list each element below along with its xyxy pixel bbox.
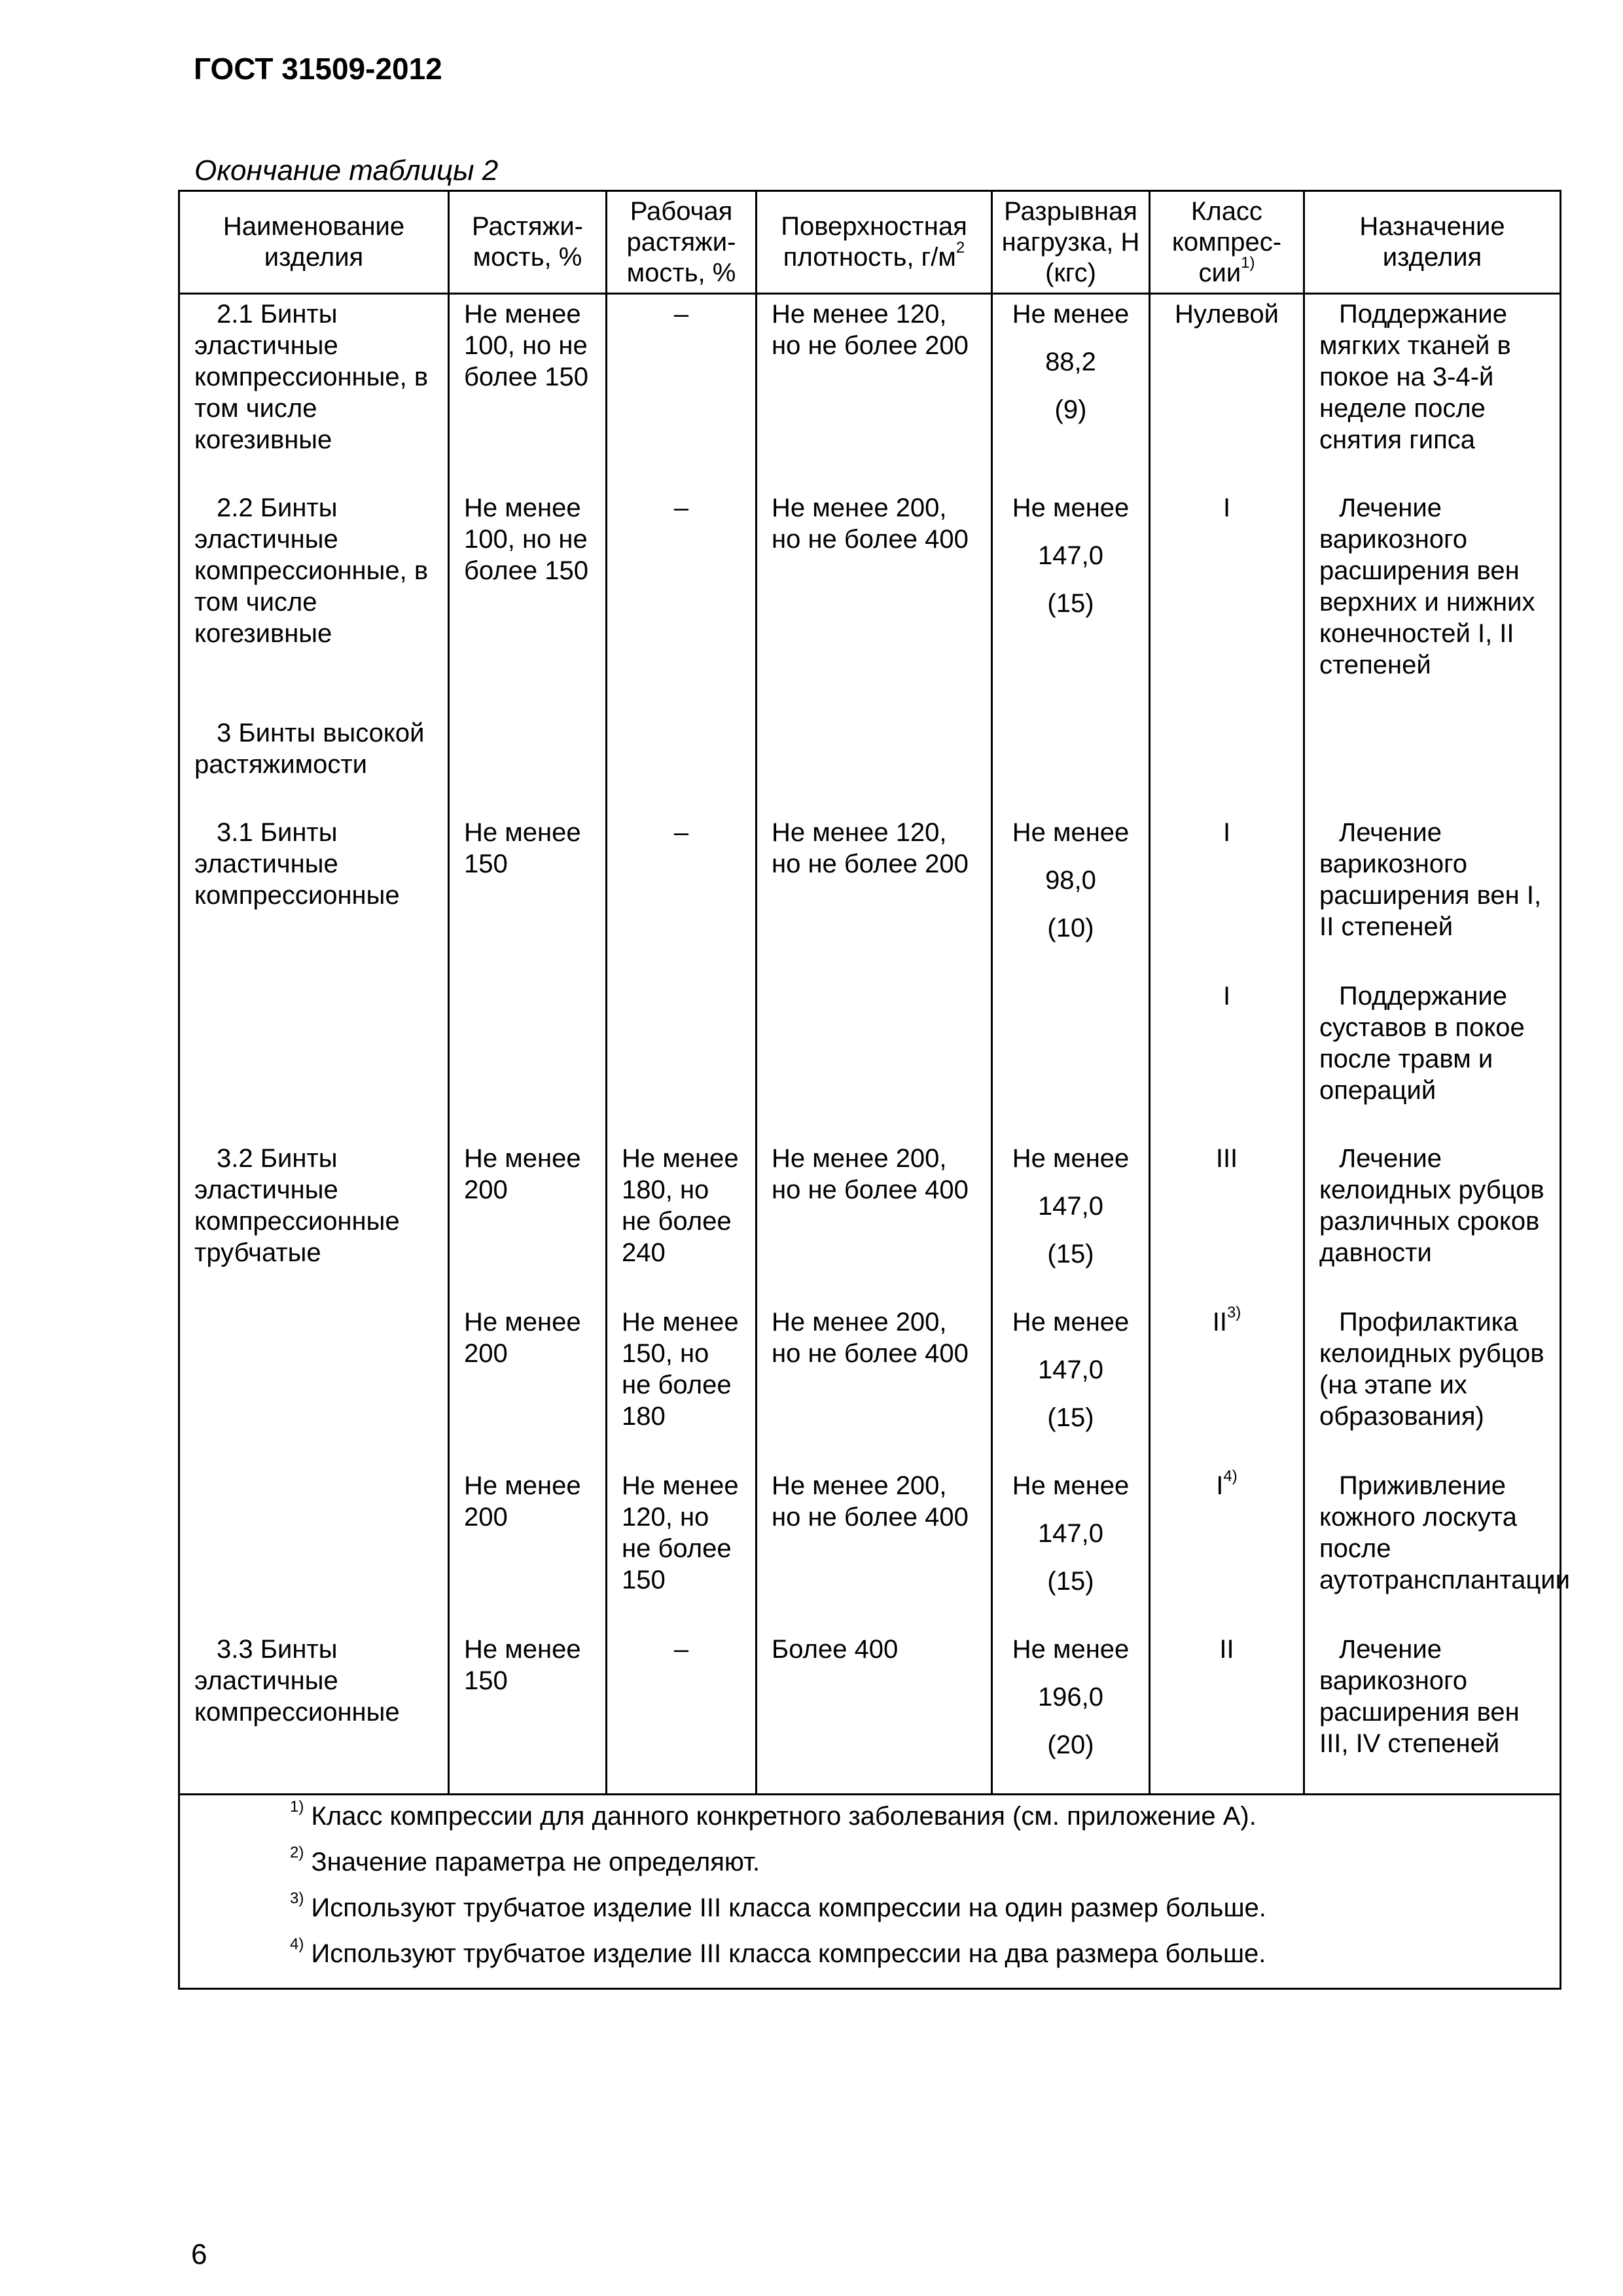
col-header-class: Класс компрес-сии$^{1)}$: [1150, 191, 1304, 294]
load-newtons: 88,2: [1045, 348, 1096, 376]
cell-density: Не менее 120, но не более 200: [757, 294, 992, 489]
cell-load: [992, 488, 1150, 713]
cell-load: [992, 977, 1150, 1139]
cell-load: [992, 713, 1150, 813]
table-row: [179, 977, 1561, 1139]
table-row: [179, 1630, 1561, 1795]
table-footnotes: [179, 1795, 1561, 1989]
load-kgf: (20): [1047, 1731, 1094, 1759]
cell-name: [179, 1302, 449, 1466]
cell-stretch: [449, 977, 607, 1139]
cell-density: [757, 977, 992, 1139]
load-label: Не менее: [1012, 818, 1130, 847]
footnote: $^{1)}$ Класс компрессии для данного конкретного заболевания (см. приложение А).: [290, 1797, 1257, 1831]
bandage-spec-table: [178, 190, 1570, 1990]
cell-class: I: [1150, 813, 1304, 977]
cell-work-stretch: –: [607, 488, 757, 713]
cell-load: [992, 813, 1150, 977]
load-kgf: (15): [1047, 1567, 1094, 1596]
cell-density: Более 400: [757, 1630, 992, 1795]
load-newtons: 147,0: [1037, 1355, 1104, 1384]
load-newtons: 147,0: [1037, 541, 1104, 570]
cell-purpose: Лечение варикозного расширения вен I, II степеней: [1304, 813, 1561, 977]
table-row: [179, 294, 1561, 489]
col-header-density: Поверхностная плотность, $г/м^2$: [757, 191, 992, 294]
load-label: Не менее: [1012, 1471, 1130, 1500]
cell-density: Не менее 200, но не более 400: [757, 1466, 992, 1630]
load-label: Не менее: [1012, 493, 1130, 522]
load-newtons: 147,0: [1037, 1192, 1104, 1221]
load-label: Не менее: [1012, 1308, 1130, 1336]
cell-density: Не менее 200, но не более 400: [757, 488, 992, 713]
col-header-name: Наименование изделия: [179, 191, 449, 294]
cell-stretch: Не менее 200: [449, 1139, 607, 1302]
table-row: [179, 488, 1561, 713]
cell-class: II: [1150, 1630, 1304, 1795]
cell-name: 3.2 Бинты эластичные компрессионные трубчатые: [179, 1139, 449, 1302]
cell-name: 3.3 Бинты эластичные компрессионные: [179, 1630, 449, 1795]
cell-class: Нулевой: [1150, 294, 1304, 489]
footnote: $^{4)}$ Используют трубчатое изделие III класса компрессии на два размера больше.: [290, 1935, 1266, 1968]
cell-stretch: [449, 713, 607, 813]
load-label: Не менее: [1012, 1144, 1130, 1173]
cell-work-stretch: Не менее 180, но не более 240: [607, 1139, 757, 1302]
cell-purpose: Лечение варикозного расширения вен III, IV степеней: [1304, 1630, 1561, 1795]
cell-name: [179, 977, 449, 1139]
cell-stretch: Не менее 150: [449, 813, 607, 977]
cell-purpose: Поддержание мягких тканей в покое на 3-4-й неделе после снятия гипса: [1304, 294, 1561, 489]
cell-name: 2.1 Бинты эластичные компрессионные, в том числе когезивные: [179, 294, 449, 489]
cell-load: [992, 294, 1150, 489]
table-row: [179, 1466, 1561, 1630]
cell-class: II$^{3)}$: [1150, 1302, 1304, 1466]
document-code: ГОСТ 31509-2012: [194, 52, 442, 86]
footnote: $^{2)}$ Значение параметра не определяют.: [290, 1843, 760, 1876]
cell-density: [757, 713, 992, 813]
cell-purpose: Поддержание суставов в покое после травм и операций: [1304, 977, 1561, 1139]
col-header-work-stretch: Рабочая растяжи-мость, %: [607, 191, 757, 294]
load-newtons: 98,0: [1045, 866, 1096, 895]
cell-name: 3 Бинты высокой растяжимости: [179, 713, 449, 813]
cell-purpose: Приживление кожного лоскута после аутотрансплантации: [1304, 1466, 1561, 1630]
col-header-stretch: Растяжи-мость, %: [449, 191, 607, 294]
cell-stretch: Не менее 150: [449, 1630, 607, 1795]
load-kgf: (9): [1054, 395, 1087, 424]
load-label: Не менее: [1012, 300, 1130, 329]
footnote: $^{3)}$ Используют трубчатое изделие III класса компрессии на один размер больше.: [290, 1889, 1266, 1922]
cell-work-stretch: –: [607, 294, 757, 489]
load-newtons: 196,0: [1037, 1683, 1104, 1712]
load-kgf: (15): [1047, 589, 1094, 618]
table-row: [179, 1302, 1561, 1466]
load-kgf: (10): [1047, 914, 1094, 942]
cell-work-stretch: –: [607, 813, 757, 977]
table-header-row: [179, 191, 1561, 294]
load-label: Не менее: [1012, 1635, 1130, 1664]
page-number: 6: [191, 2238, 207, 2270]
table-row: [179, 1139, 1561, 1302]
cell-name: [179, 1466, 449, 1630]
cell-stretch: Не менее 100, но не более 150: [449, 488, 607, 713]
cell-work-stretch: [607, 977, 757, 1139]
cell-load: [992, 1466, 1150, 1630]
load-kgf: (15): [1047, 1403, 1094, 1432]
cell-work-stretch: [607, 713, 757, 813]
table-row: [179, 713, 1561, 813]
cell-work-stretch: –: [607, 1630, 757, 1795]
cell-density: Не менее 200, но не более 400: [757, 1139, 992, 1302]
cell-purpose: Лечение келоидных рубцов различных сроков давности: [1304, 1139, 1561, 1302]
load-newtons: 147,0: [1037, 1519, 1104, 1548]
cell-class: $I^{4)}$: [1150, 1466, 1304, 1630]
load-kgf: (15): [1047, 1240, 1094, 1268]
cell-purpose: Лечение варикозного расширения вен верхних и нижних конечностей I, II степеней: [1304, 488, 1561, 713]
col-header-load: Разрывная нагрузка, Н (кгс): [992, 191, 1150, 294]
table-row: [179, 813, 1561, 977]
cell-work-stretch: Не менее 120, но не более 150: [607, 1466, 757, 1630]
cell-purpose: [1304, 713, 1561, 813]
cell-stretch: Не менее 200: [449, 1466, 607, 1630]
cell-work-stretch: Не менее 150, но не более 180: [607, 1302, 757, 1466]
cell-stretch: Не менее 100, но не более 150: [449, 294, 607, 489]
cell-stretch: Не менее 200: [449, 1302, 607, 1466]
cell-load: [992, 1302, 1150, 1466]
cell-class: III: [1150, 1139, 1304, 1302]
cell-density: Не менее 120, но не более 200: [757, 813, 992, 977]
col-header-purpose: Назначение изделия: [1304, 191, 1561, 294]
cell-name: 3.1 Бинты эластичные компрессионные: [179, 813, 449, 977]
cell-class: I: [1150, 977, 1304, 1139]
cell-purpose: Профилактика келоидных рубцов (на этапе их образования): [1304, 1302, 1561, 1466]
cell-class: [1150, 713, 1304, 813]
cell-name: 2.2 Бинты эластичные компрессионные, в том числе когезивные: [179, 488, 449, 713]
cell-density: Не менее 200, но не более 400: [757, 1302, 992, 1466]
table-caption: Окончание таблицы 2: [194, 154, 499, 187]
cell-load: [992, 1139, 1150, 1302]
cell-load: [992, 1630, 1150, 1795]
cell-class: I: [1150, 488, 1304, 713]
